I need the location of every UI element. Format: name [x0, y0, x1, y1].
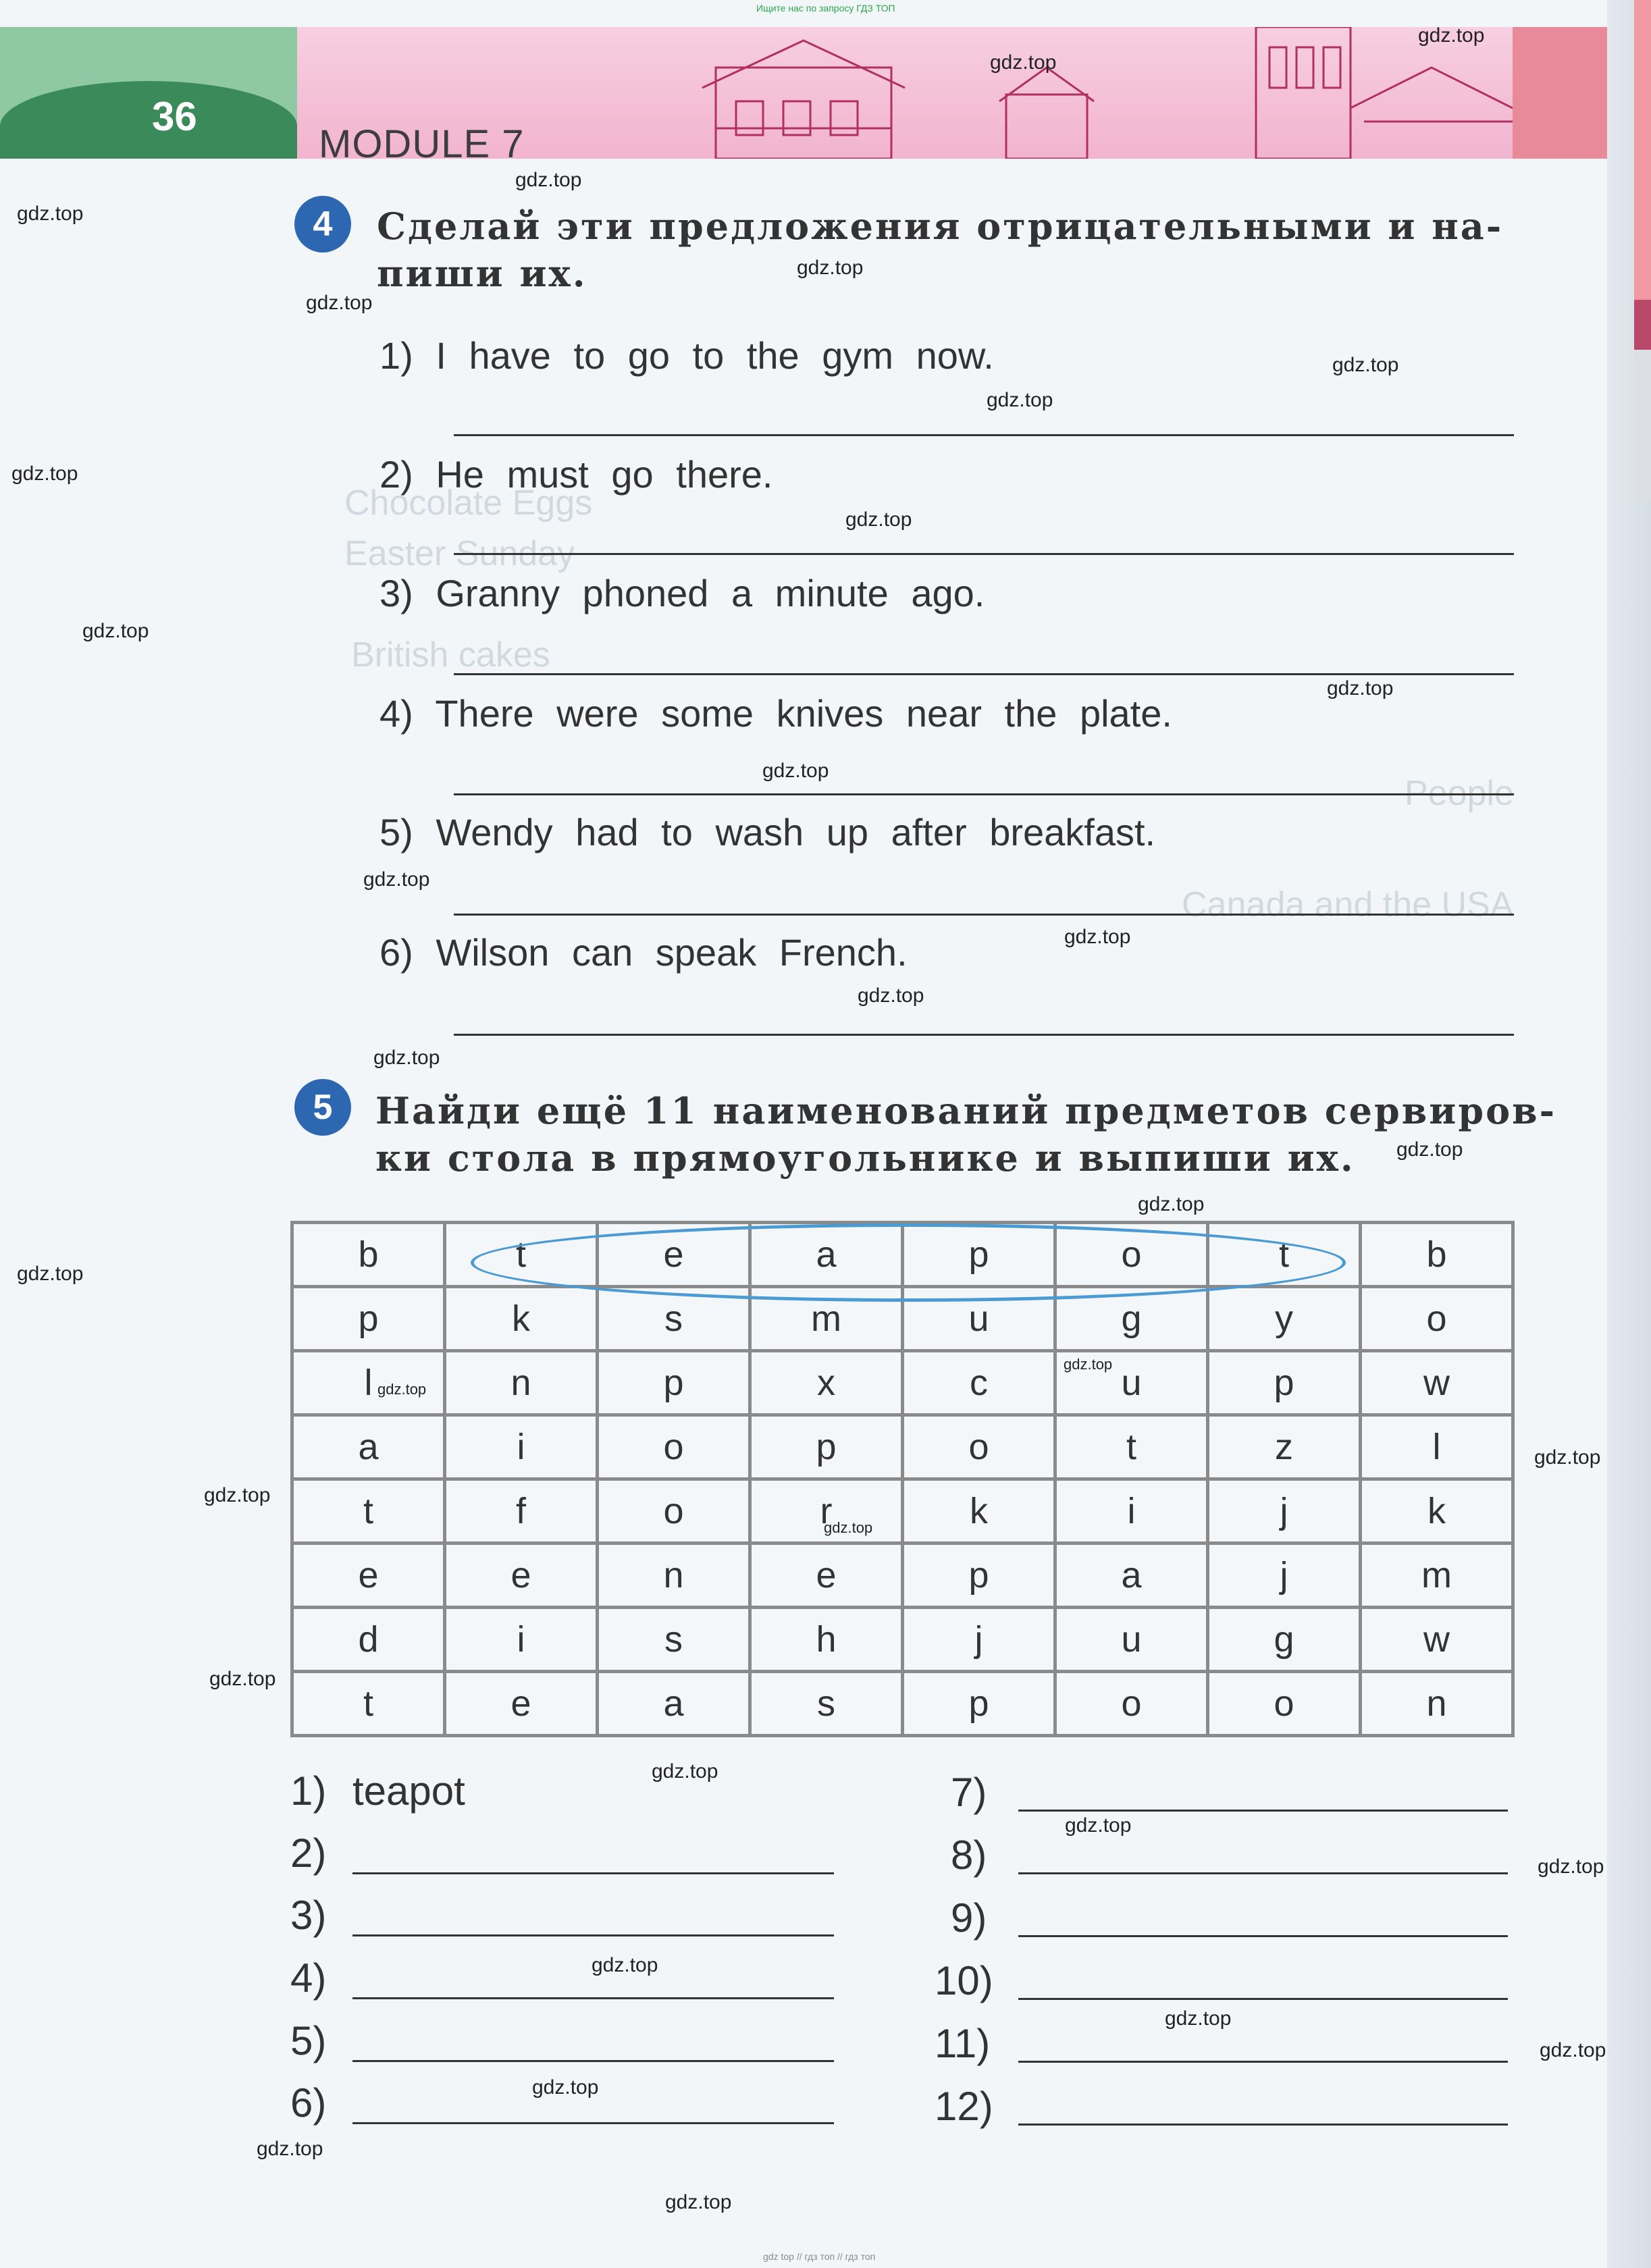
ghost-text: British cakes [351, 635, 550, 675]
watermark: gdz.top [1332, 354, 1399, 376]
watermark: gdz.top [82, 620, 149, 642]
watermark: gdz.top [373, 1047, 440, 1069]
answer-blank[interactable] [1018, 2061, 1508, 2063]
grid-cell: o [1361, 1287, 1513, 1351]
grid-cell: t [292, 1479, 445, 1544]
watermark: gdz.top [1064, 926, 1131, 948]
ghost-text: Chocolate Eggs [344, 483, 593, 523]
ghost-text: Easter Sunday [344, 534, 575, 573]
instruction-line: пиши их. [377, 252, 587, 295]
sentence-4: 4) There were some knives near the plate. [379, 692, 1172, 735]
grid-cell: o [1055, 1672, 1208, 1736]
watermark: gdz.top [1540, 2039, 1606, 2061]
sentence-3: 3) Granny phoned a minute ago. [379, 572, 985, 614]
grid-cell: p [903, 1672, 1055, 1736]
grid-cell: e [445, 1672, 598, 1736]
watermark: gdz.top [987, 389, 1053, 411]
grid-row [292, 1608, 1513, 1672]
answer-line-2[interactable] [454, 553, 1514, 555]
grid-cell: i [1055, 1479, 1208, 1544]
watermark: gdz.top [1327, 677, 1394, 700]
watermark: gdz.top [1138, 1193, 1205, 1215]
grid-cell: c [903, 1351, 1055, 1415]
grid-cell: n [445, 1351, 598, 1415]
answer-blank[interactable] [1018, 1810, 1508, 1812]
grid-cell: l [292, 1351, 445, 1415]
grid-cell: j [903, 1608, 1055, 1672]
watermark: gdz.top [532, 2076, 599, 2099]
grid-cell: t [1055, 1415, 1208, 1479]
grid-cell: o [598, 1479, 750, 1544]
answer-number: 10) [935, 1958, 993, 2003]
watermark: gdz.top [209, 1668, 276, 1690]
answer-blank[interactable] [1018, 1935, 1508, 1937]
instruction-line: Сделай эти предложения отрицательными и на- [377, 205, 1504, 248]
answer-line-6[interactable] [454, 1034, 1514, 1036]
answer-number: 9) [951, 1895, 987, 1941]
grid-cell: a [1055, 1544, 1208, 1608]
answer-number: 1) [290, 1768, 327, 1814]
grid-cell: p [750, 1415, 903, 1479]
page-number: 36 [152, 94, 197, 139]
grid-cell: a [598, 1672, 750, 1736]
grid-cell: t [292, 1672, 445, 1736]
module-title: MODULE 7 [319, 122, 525, 166]
grid-cell: g [1055, 1287, 1208, 1351]
ghost-text: People [1405, 774, 1514, 813]
answer-teapot: teapot [352, 1768, 465, 1814]
page-bleed-accent [1634, 0, 1651, 500]
grid-cell: x [750, 1351, 903, 1415]
answer-number: 12) [935, 2084, 993, 2129]
watermark: gdz.top [1534, 1446, 1601, 1469]
answer-number: 11) [935, 2021, 991, 2066]
watermark: gdz.top [858, 984, 924, 1007]
grid-cell: a [750, 1223, 903, 1287]
answer-blank[interactable] [352, 1997, 834, 1999]
grid-cell: l [1361, 1415, 1513, 1479]
grid-row [292, 1479, 1513, 1544]
grid-cell: k [903, 1479, 1055, 1544]
exercise-5-badge: 5 [294, 1079, 351, 1136]
grid-cell: e [292, 1544, 445, 1608]
grid-cell: a [292, 1415, 445, 1479]
grid-cell: z [1208, 1415, 1361, 1479]
grid-cell: n [598, 1544, 750, 1608]
watermark: gdz.top [762, 760, 829, 782]
grid-row [292, 1544, 1513, 1608]
watermark: gdz.top [17, 203, 84, 225]
answer-blank[interactable] [352, 2060, 834, 2062]
top-note: Ищите нас по запросу ГДЗ ТОП [756, 3, 895, 14]
answer-blank[interactable] [352, 1934, 834, 1936]
answer-number: 7) [951, 1770, 987, 1815]
grid-row [292, 1415, 1513, 1479]
grid-cell: o [1208, 1672, 1361, 1736]
watermark: gdz.top [204, 1484, 271, 1506]
grid-row [292, 1672, 1513, 1736]
watermark: gdz.top [990, 51, 1057, 74]
grid-cell: i [445, 1415, 598, 1479]
grid-cell: o [903, 1415, 1055, 1479]
watermark: gdz.top [1418, 24, 1485, 47]
watermark: gdz.top [515, 169, 582, 191]
watermark: gdz.top [592, 1954, 658, 1976]
answer-number: 8) [951, 1832, 987, 1878]
watermark: gdz.top [824, 1519, 873, 1536]
watermark: gdz.top [1396, 1138, 1463, 1161]
exercise-5-instruction [375, 1087, 1556, 1182]
grid-cell: j [1208, 1479, 1361, 1544]
bottom-note: gdz top // гдз топ // гдз топ [763, 2251, 876, 2262]
grid-cell: w [1361, 1351, 1513, 1415]
sentence-2: 2) He must go there. [379, 453, 773, 496]
sentence-6: 6) Wilson can speak French. [379, 931, 908, 974]
grid-cell: p [903, 1223, 1055, 1287]
grid-cell: s [750, 1672, 903, 1736]
answer-line-3[interactable] [454, 673, 1514, 675]
watermark: gdz.top [257, 2138, 323, 2160]
grid-cell: m [1361, 1544, 1513, 1608]
answer-number: 6) [290, 2080, 327, 2126]
grid-cell: p [598, 1351, 750, 1415]
watermark: gdz.top [1065, 1814, 1132, 1837]
watermark: gdz.top [1538, 1855, 1604, 1878]
grid-cell: w [1361, 1608, 1513, 1672]
grid-cell: i [445, 1608, 598, 1672]
grid-cell: s [598, 1608, 750, 1672]
grid-cell: u [1055, 1351, 1208, 1415]
watermark: gdz.top [17, 1263, 84, 1285]
answer-line-1[interactable] [454, 434, 1514, 436]
exercise-4-instruction [377, 203, 1503, 297]
grid-cell: e [445, 1544, 598, 1608]
exercise-4-badge: 4 [294, 196, 351, 253]
grid-cell: m [750, 1287, 903, 1351]
teapot-highlight-oval [471, 1223, 1346, 1302]
grid-cell: k [445, 1287, 598, 1351]
watermark: gdz.top [377, 1381, 427, 1398]
grid-cell: u [903, 1287, 1055, 1351]
grid-cell: h [750, 1608, 903, 1672]
answer-number: 4) [290, 1955, 327, 2001]
answer-number: 3) [290, 1893, 327, 1938]
grid-cell: p [1208, 1351, 1361, 1415]
grid-cell: j [1208, 1544, 1361, 1608]
grid-cell: p [292, 1287, 445, 1351]
answer-number: 2) [290, 1830, 327, 1876]
grid-row [292, 1351, 1513, 1415]
grid-cell: e [598, 1223, 750, 1287]
grid-cell: u [1055, 1608, 1208, 1672]
header-pink-block [1513, 27, 1607, 159]
watermark: gdz.top [11, 463, 78, 485]
watermark: gdz.top [665, 2191, 732, 2213]
watermark: gdz.top [306, 292, 373, 314]
answer-number: 5) [290, 2018, 327, 2063]
watermark: gdz.top [1165, 2007, 1232, 2030]
grid-cell: t [1208, 1223, 1361, 1287]
watermark: gdz.top [845, 508, 912, 531]
grid-cell: f [445, 1479, 598, 1544]
grid-cell: s [598, 1287, 750, 1351]
answer-blank[interactable] [352, 1872, 834, 1874]
answer-line-5[interactable] [454, 914, 1514, 916]
ghost-text: Canada and the USA [1182, 885, 1514, 924]
answer-blank[interactable] [1018, 2124, 1508, 2126]
answer-blank[interactable] [352, 2122, 834, 2124]
grid-cell: n [1361, 1672, 1513, 1736]
instruction-line: Найди ещё 11 наименований предметов сервиров- [375, 1089, 1557, 1132]
grid-cell: b [292, 1223, 445, 1287]
grid-cell: y [1208, 1287, 1361, 1351]
grid-cell: g [1208, 1608, 1361, 1672]
grid-cell: t [445, 1223, 598, 1287]
grid-cell: d [292, 1608, 445, 1672]
watermark: gdz.top [652, 1760, 718, 1783]
answer-blank[interactable] [1018, 1872, 1508, 1874]
sentence-5: 5) Wendy had to wash up after breakfast. [379, 811, 1156, 853]
instruction-line: ки стола в прямоугольнике и выпиши их. [375, 1136, 1355, 1180]
grid-cell: p [903, 1544, 1055, 1608]
answer-blank[interactable] [1018, 1998, 1508, 2000]
watermark: gdz.top [363, 868, 430, 891]
grid-cell: o [1055, 1223, 1208, 1287]
watermark: gdz.top [1064, 1356, 1113, 1373]
grid-cell: b [1361, 1223, 1513, 1287]
grid-cell: k [1361, 1479, 1513, 1544]
grid-cell: o [598, 1415, 750, 1479]
answer-line-4[interactable] [454, 793, 1514, 795]
grid-cell: e [750, 1544, 903, 1608]
grid-cell: r [750, 1479, 903, 1544]
watermark: gdz.top [797, 257, 864, 279]
sentence-1: 1) I have to go to the gym now. [379, 334, 994, 377]
